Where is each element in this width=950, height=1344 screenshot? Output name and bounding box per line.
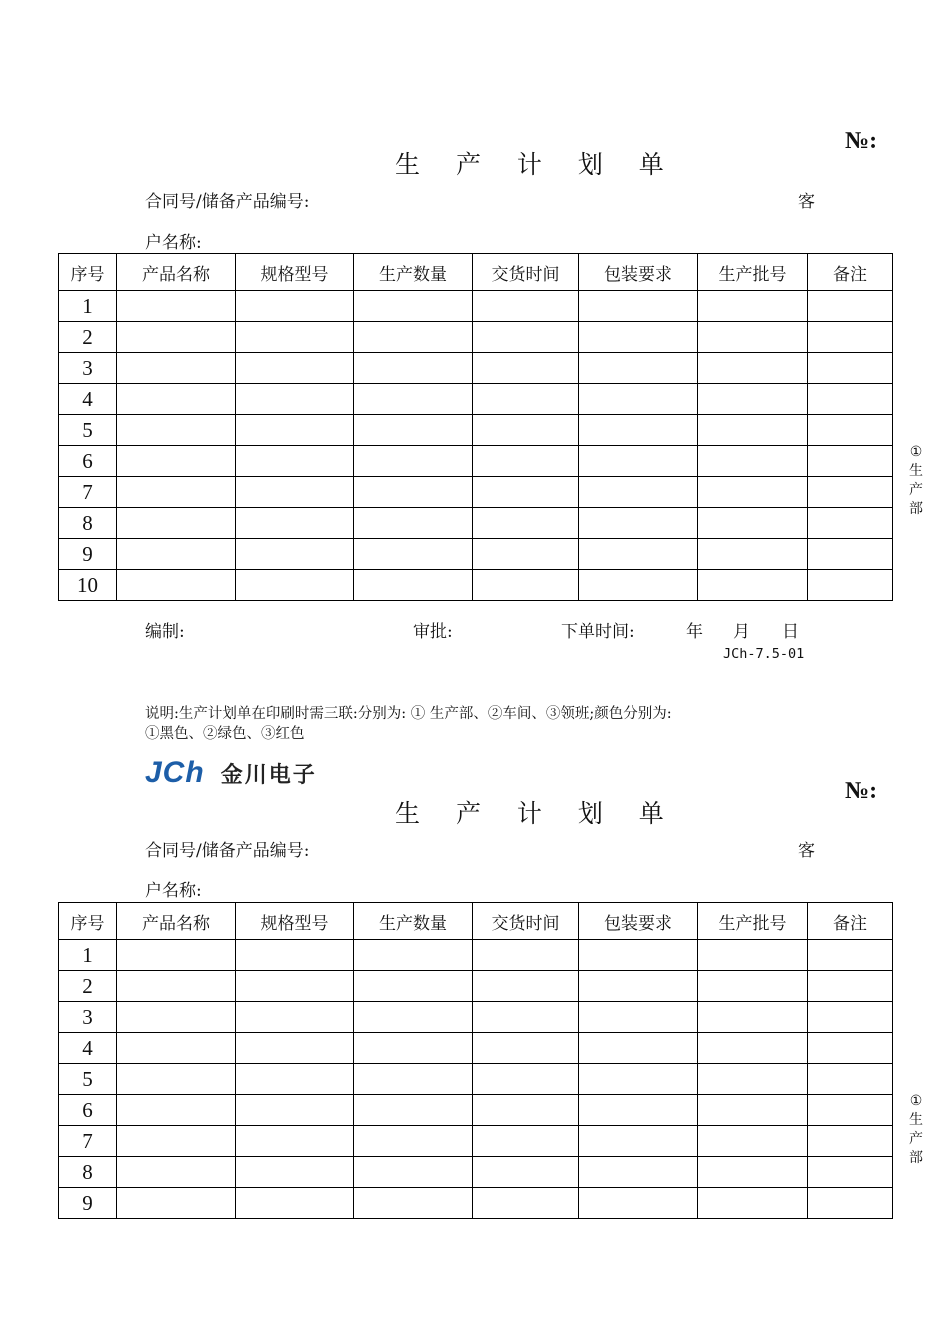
blank-entry-cell[interactable]	[579, 570, 698, 601]
blank-entry-cell[interactable]	[698, 508, 808, 539]
table-row	[59, 322, 893, 353]
blank-entry-cell[interactable]	[236, 1095, 354, 1126]
blank-entry-cell[interactable]	[579, 508, 698, 539]
blank-entry-cell[interactable]	[117, 477, 236, 508]
blank-entry-cell[interactable]	[579, 1095, 698, 1126]
blank-entry-cell[interactable]	[354, 940, 473, 971]
blank-entry-cell[interactable]	[808, 1188, 893, 1219]
column-header: 序号	[59, 903, 117, 940]
blank-entry-cell[interactable]	[117, 539, 236, 570]
blank-entry-cell[interactable]	[354, 384, 473, 415]
blank-entry-cell[interactable]	[473, 570, 579, 601]
column-header: 产品名称	[117, 254, 236, 291]
row-number-cell: 5	[59, 415, 117, 446]
row-number-cell: 2	[59, 971, 117, 1002]
blank-entry-cell[interactable]	[236, 291, 354, 322]
blank-entry-cell[interactable]	[117, 1188, 236, 1219]
blank-entry-cell[interactable]	[354, 477, 473, 508]
logo-mark: JCh	[145, 756, 205, 789]
blank-entry-cell[interactable]	[473, 1064, 579, 1095]
column-header: 备注	[808, 254, 893, 291]
month-label: 月	[733, 622, 750, 642]
blank-entry-cell[interactable]	[354, 1095, 473, 1126]
blank-entry-cell[interactable]	[354, 1188, 473, 1219]
blank-entry-cell[interactable]	[698, 940, 808, 971]
column-header: 包装要求	[579, 903, 698, 940]
contract-number-label: 合同号/储备产品编号:	[145, 192, 310, 212]
row-number-cell: 10	[59, 570, 117, 601]
blank-entry-cell[interactable]	[236, 539, 354, 570]
blank-entry-cell[interactable]	[579, 539, 698, 570]
customer-label-part1: 客	[798, 841, 815, 861]
blank-entry-cell[interactable]	[354, 291, 473, 322]
contract-number-label: 合同号/储备产品编号:	[145, 841, 310, 861]
blank-entry-cell[interactable]	[117, 322, 236, 353]
copy-note-char: 部	[909, 1150, 923, 1166]
blank-entry-cell[interactable]	[236, 1157, 354, 1188]
blank-entry-cell[interactable]	[473, 1002, 579, 1033]
table-row	[59, 971, 893, 1002]
blank-entry-cell[interactable]	[473, 446, 579, 477]
blank-entry-cell[interactable]	[236, 1188, 354, 1219]
blank-entry-cell[interactable]	[117, 353, 236, 384]
blank-entry-cell[interactable]	[117, 1126, 236, 1157]
blank-entry-cell[interactable]	[698, 1002, 808, 1033]
blank-entry-cell[interactable]	[473, 415, 579, 446]
blank-entry-cell[interactable]	[473, 1188, 579, 1219]
blank-entry-cell[interactable]	[354, 1064, 473, 1095]
blank-entry-cell[interactable]	[579, 415, 698, 446]
blank-entry-cell[interactable]	[354, 1126, 473, 1157]
copy-note-char: ①	[909, 1093, 923, 1109]
blank-entry-cell[interactable]	[236, 384, 354, 415]
table-row	[59, 570, 893, 601]
blank-entry-cell[interactable]	[236, 353, 354, 384]
blank-entry-cell[interactable]	[236, 1126, 354, 1157]
blank-entry-cell[interactable]	[354, 353, 473, 384]
blank-entry-cell[interactable]	[808, 446, 893, 477]
blank-entry-cell[interactable]	[473, 322, 579, 353]
row-number-cell: 1	[59, 940, 117, 971]
blank-entry-cell[interactable]	[808, 539, 893, 570]
blank-entry-cell[interactable]	[354, 1002, 473, 1033]
blank-entry-cell[interactable]	[808, 384, 893, 415]
document-code: JCh-7.5-01	[723, 646, 805, 662]
column-header: 规格型号	[236, 903, 354, 940]
blank-entry-cell[interactable]	[236, 1033, 354, 1064]
row-number-cell: 3	[59, 1002, 117, 1033]
table-row	[59, 1095, 893, 1126]
column-header: 交货时间	[473, 254, 579, 291]
blank-entry-cell[interactable]	[236, 415, 354, 446]
form-title: 生 产 计 划 单	[395, 150, 678, 179]
blank-entry-cell[interactable]	[236, 508, 354, 539]
blank-entry-cell[interactable]	[808, 1126, 893, 1157]
table-row	[59, 1157, 893, 1188]
blank-entry-cell[interactable]	[354, 539, 473, 570]
number-label: №:	[845, 778, 878, 804]
row-number-cell: 1	[59, 291, 117, 322]
blank-entry-cell[interactable]	[473, 508, 579, 539]
row-number-cell: 6	[59, 1095, 117, 1126]
blank-entry-cell[interactable]	[117, 1033, 236, 1064]
column-header: 生产批号	[698, 254, 808, 291]
customer-label-part1: 客	[798, 192, 815, 212]
customer-label-part2: 户名称:	[145, 881, 202, 901]
blank-entry-cell[interactable]	[354, 570, 473, 601]
blank-entry-cell[interactable]	[236, 1064, 354, 1095]
blank-entry-cell[interactable]	[354, 1157, 473, 1188]
compiled-by-label: 编制:	[145, 622, 185, 642]
blank-entry-cell[interactable]	[698, 1095, 808, 1126]
table-row	[59, 1033, 893, 1064]
blank-entry-cell[interactable]	[808, 1033, 893, 1064]
row-number-cell: 7	[59, 477, 117, 508]
blank-entry-cell[interactable]	[117, 384, 236, 415]
copy-note-char: ①	[909, 444, 923, 460]
blank-entry-cell[interactable]	[236, 940, 354, 971]
blank-entry-cell[interactable]	[473, 539, 579, 570]
copy-note-char: 产	[909, 1131, 923, 1147]
blank-entry-cell[interactable]	[579, 971, 698, 1002]
copy-note-char: 产	[909, 482, 923, 498]
note-line-1: 说明:生产计划单在印刷时需三联:分别为: ① 生产部、②车间、③领班;颜色分别为:	[145, 706, 672, 722]
blank-entry-cell[interactable]	[579, 1033, 698, 1064]
blank-entry-cell[interactable]	[808, 1157, 893, 1188]
blank-entry-cell[interactable]	[117, 1002, 236, 1033]
blank-entry-cell[interactable]	[698, 322, 808, 353]
column-header: 序号	[59, 254, 117, 291]
blank-entry-cell[interactable]	[236, 446, 354, 477]
blank-entry-cell[interactable]	[473, 1157, 579, 1188]
column-header: 备注	[808, 903, 893, 940]
order-time-label: 下单时间:	[561, 622, 635, 642]
logo-company-name: 金川电子	[220, 762, 317, 788]
blank-entry-cell[interactable]	[354, 322, 473, 353]
blank-entry-cell[interactable]	[698, 384, 808, 415]
row-number-cell: 8	[59, 1157, 117, 1188]
blank-entry-cell[interactable]	[698, 1157, 808, 1188]
table-row	[59, 353, 893, 384]
blank-entry-cell[interactable]	[354, 508, 473, 539]
blank-entry-cell[interactable]	[579, 1002, 698, 1033]
row-number-cell: 6	[59, 446, 117, 477]
blank-entry-cell[interactable]	[698, 1126, 808, 1157]
blank-entry-cell[interactable]	[473, 1095, 579, 1126]
blank-entry-cell[interactable]	[698, 1033, 808, 1064]
column-header: 规格型号	[236, 254, 354, 291]
copy-note-char: 部	[909, 501, 923, 517]
blank-entry-cell[interactable]	[117, 446, 236, 477]
copy-note-char: 生	[909, 463, 923, 479]
blank-entry-cell[interactable]	[808, 353, 893, 384]
table-row	[59, 415, 893, 446]
blank-entry-cell[interactable]	[579, 446, 698, 477]
table-row	[59, 477, 893, 508]
row-number-cell: 4	[59, 384, 117, 415]
table-row	[59, 1064, 893, 1095]
table-row	[59, 508, 893, 539]
blank-entry-cell[interactable]	[698, 539, 808, 570]
blank-entry-cell[interactable]	[236, 477, 354, 508]
copy-note-vertical	[907, 1092, 925, 1168]
blank-entry-cell[interactable]	[579, 1064, 698, 1095]
blank-entry-cell[interactable]	[808, 971, 893, 1002]
row-number-cell: 2	[59, 322, 117, 353]
blank-entry-cell[interactable]	[698, 291, 808, 322]
blank-entry-cell[interactable]	[117, 1064, 236, 1095]
blank-entry-cell[interactable]	[473, 291, 579, 322]
blank-entry-cell[interactable]	[698, 353, 808, 384]
company-logo	[145, 756, 317, 790]
blank-entry-cell[interactable]	[579, 322, 698, 353]
blank-entry-cell[interactable]	[236, 971, 354, 1002]
blank-entry-cell[interactable]	[808, 322, 893, 353]
row-number-cell: 7	[59, 1126, 117, 1157]
blank-entry-cell[interactable]	[698, 971, 808, 1002]
column-header: 生产数量	[354, 903, 473, 940]
column-header: 产品名称	[117, 903, 236, 940]
blank-entry-cell[interactable]	[698, 477, 808, 508]
number-label: №:	[845, 128, 878, 154]
table-row	[59, 291, 893, 322]
blank-entry-cell[interactable]	[808, 1095, 893, 1126]
blank-entry-cell[interactable]	[698, 415, 808, 446]
form-title: 生 产 计 划 单	[395, 799, 678, 828]
blank-entry-cell[interactable]	[579, 1126, 698, 1157]
blank-entry-cell[interactable]	[579, 1157, 698, 1188]
column-header: 生产批号	[698, 903, 808, 940]
table-row	[59, 384, 893, 415]
blank-entry-cell[interactable]	[117, 415, 236, 446]
blank-entry-cell[interactable]	[473, 971, 579, 1002]
row-number-cell: 9	[59, 1188, 117, 1219]
table-row	[59, 940, 893, 971]
blank-entry-cell[interactable]	[354, 446, 473, 477]
blank-entry-cell[interactable]	[354, 971, 473, 1002]
column-header: 交货时间	[473, 903, 579, 940]
year-label: 年	[686, 622, 703, 642]
note-line-2: ①黑色、②绿色、③红色	[145, 726, 305, 742]
blank-entry-cell[interactable]	[808, 570, 893, 601]
table-row	[59, 1002, 893, 1033]
blank-entry-cell[interactable]	[579, 1188, 698, 1219]
blank-entry-cell[interactable]	[473, 940, 579, 971]
blank-entry-cell[interactable]	[808, 1002, 893, 1033]
row-number-cell: 9	[59, 539, 117, 570]
blank-entry-cell[interactable]	[236, 322, 354, 353]
blank-entry-cell[interactable]	[808, 415, 893, 446]
blank-entry-cell[interactable]	[698, 570, 808, 601]
copy-note-char: 生	[909, 1112, 923, 1128]
blank-entry-cell[interactable]	[473, 353, 579, 384]
blank-entry-cell[interactable]	[808, 1064, 893, 1095]
table-row	[59, 1126, 893, 1157]
row-number-cell: 5	[59, 1064, 117, 1095]
approved-by-label: 审批:	[413, 622, 453, 642]
blank-entry-cell[interactable]	[117, 570, 236, 601]
blank-entry-cell[interactable]	[698, 1188, 808, 1219]
blank-entry-cell[interactable]	[117, 291, 236, 322]
blank-entry-cell[interactable]	[117, 1095, 236, 1126]
row-number-cell: 8	[59, 508, 117, 539]
blank-entry-cell[interactable]	[236, 570, 354, 601]
blank-entry-cell[interactable]	[808, 291, 893, 322]
blank-entry-cell[interactable]	[473, 477, 579, 508]
table-row	[59, 1188, 893, 1219]
blank-entry-cell[interactable]	[473, 1126, 579, 1157]
blank-entry-cell[interactable]	[354, 1033, 473, 1064]
blank-entry-cell[interactable]	[808, 477, 893, 508]
row-number-cell: 4	[59, 1033, 117, 1064]
blank-entry-cell[interactable]	[354, 415, 473, 446]
blank-entry-cell[interactable]	[236, 1002, 354, 1033]
row-number-cell: 3	[59, 353, 117, 384]
blank-entry-cell[interactable]	[473, 1033, 579, 1064]
day-label: 日	[782, 622, 799, 642]
blank-entry-cell[interactable]	[579, 384, 698, 415]
customer-label-part2: 户名称:	[145, 233, 202, 253]
blank-entry-cell[interactable]	[117, 508, 236, 539]
blank-entry-cell[interactable]	[698, 446, 808, 477]
table-header-row	[59, 254, 893, 291]
blank-entry-cell[interactable]	[579, 477, 698, 508]
table-row	[59, 539, 893, 570]
plan-table	[58, 253, 893, 601]
blank-entry-cell[interactable]	[579, 353, 698, 384]
copy-note-vertical	[907, 443, 925, 519]
blank-entry-cell[interactable]	[698, 1064, 808, 1095]
blank-entry-cell[interactable]	[808, 940, 893, 971]
blank-entry-cell[interactable]	[808, 508, 893, 539]
blank-entry-cell[interactable]	[579, 291, 698, 322]
blank-entry-cell[interactable]	[473, 384, 579, 415]
blank-entry-cell[interactable]	[579, 940, 698, 971]
blank-entry-cell[interactable]	[117, 940, 236, 971]
table-row	[59, 446, 893, 477]
column-header: 包装要求	[579, 254, 698, 291]
plan-table	[58, 902, 893, 1219]
column-header: 生产数量	[354, 254, 473, 291]
table-header-row	[59, 903, 893, 940]
blank-entry-cell[interactable]	[117, 1157, 236, 1188]
blank-entry-cell[interactable]	[117, 971, 236, 1002]
